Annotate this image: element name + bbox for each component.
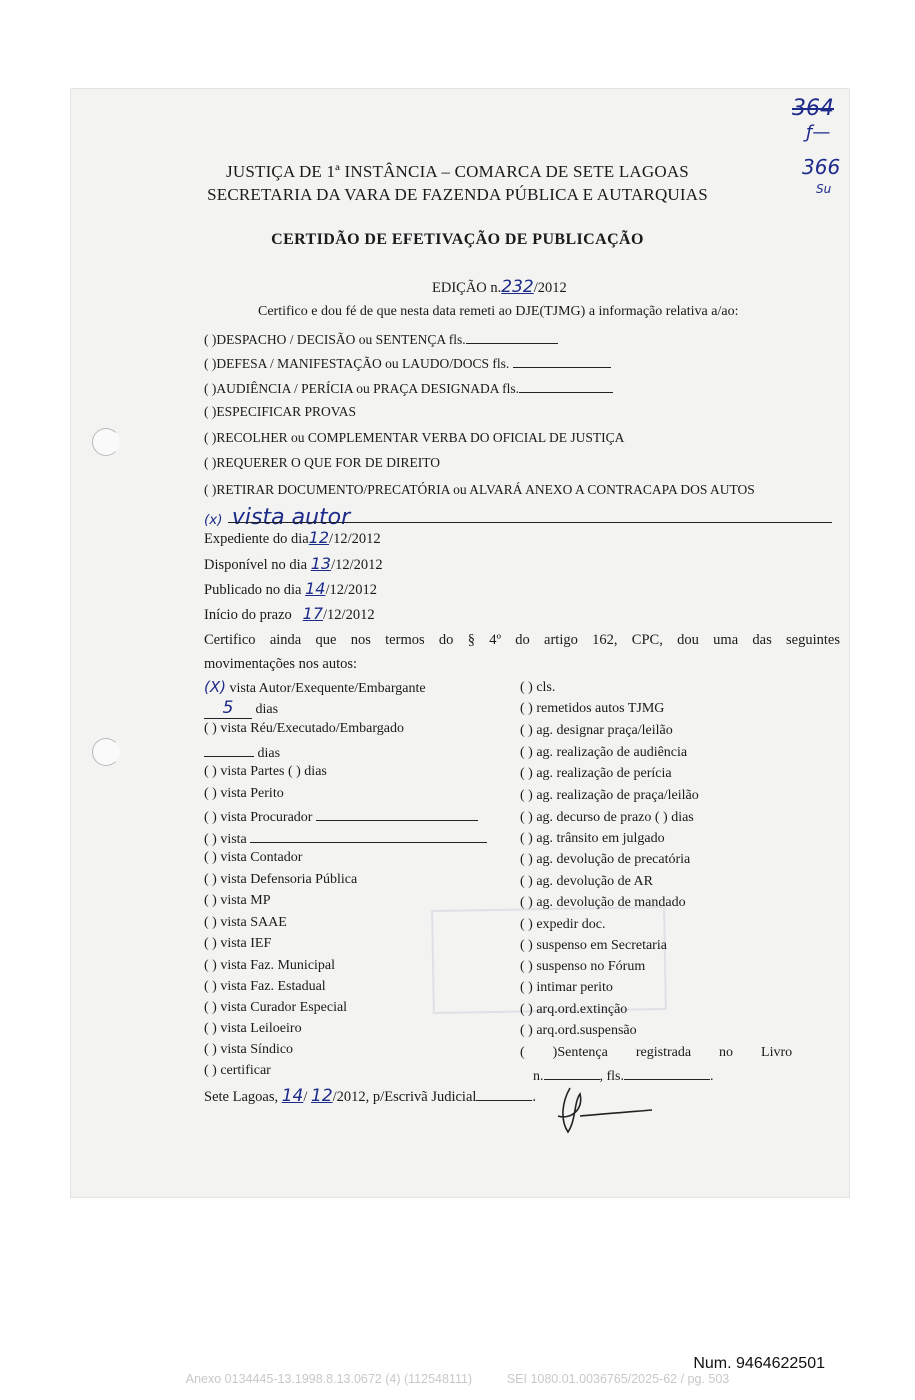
left-item-vista-autor-dias: 5 dias [204,698,278,719]
document-title: CERTIDÃO DE EFETIVAÇÃO DE PUBLICAÇÃO [271,231,644,248]
left-item: ( ) vista Faz. Estadual [204,979,326,994]
right-item: ( ) intimar perito [520,980,613,995]
left-item: ( ) vista Curador Especial [204,1000,348,1015]
right-item: ( ) ag. devolução de mandado [520,895,686,910]
left-item-vista-autor: (X) vista Autor/Exequente/Embargante [204,678,426,696]
handwritten-initials: Su [816,182,832,196]
edition-year: /2012 [533,280,567,296]
edition-label: EDIÇÃO n. [432,280,502,296]
right-item: ( ) arq.ord.extinção [520,1002,628,1017]
left-item: ( ) vista Contador [204,850,303,865]
option-defesa: ( )DEFESA / MANIFESTAÇÃO ou LAUDO/DOCS fls. [204,354,611,372]
right-item-sentenca: ( )Sentença registrada no Livro [520,1045,793,1060]
right-item-sentenca-livro: n. , fls. . [533,1066,714,1085]
left-item: ( ) vista Faz. Municipal [204,958,336,973]
right-item: ( ) arq.ord.suspensão [520,1023,637,1038]
option-especificar: ( )ESPECIFICAR PROVAS [204,404,357,419]
other-mark: (x) [204,512,223,528]
punch-hole [92,738,120,766]
certify-more-1: Certifico ainda que nos termos do § 4º do artigo 162, CPC, dou uma das seguintes [204,632,840,648]
left-item: ( ) vista IEF [204,936,272,951]
right-item: ( ) suspenso em Secretaria [520,938,667,953]
handwritten-signature [540,1080,660,1140]
right-item: ( ) ag. realização de audiência [520,745,688,760]
document-reference: Anexo 0134445-13.1998.8.13.0672 (4) (112548111) SEI 1080.01.0036765/2025-62 / pg. 503 [185,1372,730,1386]
edition-line [432,277,567,297]
left-item: ( ) vista Procurador [204,807,478,826]
left-item-vista-reu: ( ) vista Réu/Executado/Embargado [204,721,404,736]
option-retirar: ( )RETIRAR DOCUMENTO/PRECATÓRIA ou ALVARÁ ANEXO A CONTRACAPA DOS AUTOS [204,482,755,497]
left-item: ( ) vista Leiloeiro [204,1021,302,1036]
handwritten-page-number-2: 366 [802,155,841,179]
left-item: ( ) vista Perito [204,786,284,801]
certify-more-2: movimentações nos autos: [204,656,358,672]
other-handwritten: vista autor [231,505,351,530]
right-item: ( ) ag. trânsito em julgado [520,831,665,846]
left-item: ( ) vista Síndico [204,1042,294,1057]
right-item: ( ) ag. designar praça/leilão [520,723,673,738]
document-number: Num. 9464622501 [693,1355,825,1372]
handwritten-page-number: 364 [792,96,834,121]
left-item: ( ) vista SAAE [204,915,287,930]
right-item: ( ) expedir doc. [520,917,606,932]
right-item: ( ) ag. realização de perícia [520,766,672,781]
option-despacho: ( )DESPACHO / DECISÃO ou SENTENÇA fls. [204,330,558,348]
date-expediente: Expediente do dia12/12/2012 [204,528,381,547]
right-item: ( ) suspenso no Fórum [520,959,646,974]
header-line-2: SECRETARIA DA VARA DE FAZENDA PÚBLICA E AUTARQUIAS [207,185,708,204]
left-item: ( ) vista MP [204,893,271,908]
right-item: ( ) ag. devolução de precatória [520,852,691,867]
punch-hole [92,428,120,456]
left-item-vista-reu-dias: dias [204,743,280,762]
header-line-1: JUSTIÇA DE 1ª INSTÂNCIA – COMARCA DE SETE LAGOAS [226,162,689,181]
option-other [204,505,350,530]
handwritten-initial-mark: ƒ— [806,122,831,143]
right-item: ( ) remetidos autos TJMG [520,701,665,716]
left-item: ( ) certificar [204,1063,271,1078]
signature-line: Sete Lagoas, 14/ 12/2012, p/Escrivã Judicial . [204,1086,537,1106]
option-requerer: ( )REQUERER O QUE FOR DE DIREITO [204,455,440,470]
option-recolher: ( )RECOLHER ou COMPLEMENTAR VERBA DO OFICIAL DE JUSTIÇA [204,430,625,445]
right-item: ( ) cls. [520,680,556,695]
left-item: ( ) vista Defensoria Pública [204,872,358,887]
date-publicado: Publicado no dia 14/12/2012 [204,579,378,598]
edition-number: 232 [501,277,534,297]
date-inicio-prazo: Início do prazo 17/12/2012 [204,604,375,623]
left-item: ( ) vista [204,829,487,848]
right-item: ( ) ag. realização de praça/leilão [520,788,699,803]
certify-intro: Certifico e dou fé de que nesta data remeti ao DJE(TJMG) a informação relativa a/ao: [258,304,739,319]
left-item: ( ) vista Partes ( ) dias [204,764,327,779]
date-disponivel: Disponível no dia 13/12/2012 [204,554,383,573]
option-audiencia: ( )AUDIÊNCIA / PERÍCIA ou PRAÇA DESIGNADA fls. [204,379,613,397]
right-item: ( ) ag. decurso de prazo ( ) dias [520,810,694,825]
other-underline [228,522,832,523]
right-item: ( ) ag. devolução de AR [520,874,653,889]
